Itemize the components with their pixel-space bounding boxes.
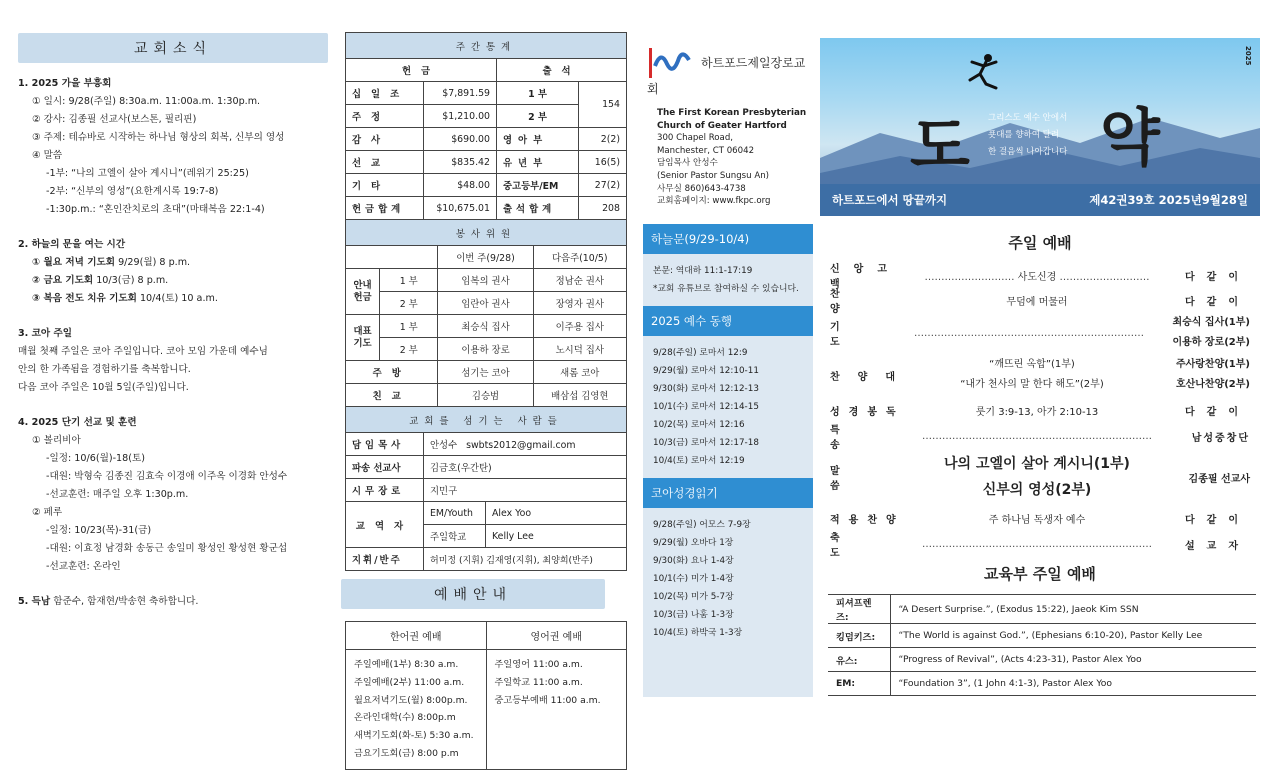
bulletin-banner <box>820 38 1260 216</box>
church-name: 하트포드제일장로교회 <box>647 55 806 96</box>
news-item-1-date: ① 일시: 9/28(주일) 8:30a.m. 11:00a.m. 1:30p.m. <box>32 96 261 107</box>
reading-item: 10/1(수) 로마서 12:14-15 <box>653 401 759 412</box>
reading-item: 9/29(월) 로마서 12:10-11 <box>653 365 759 376</box>
worship-item: 주 하나님 독생자 예수 <box>988 514 1086 526</box>
fellowship-label: 친교 <box>346 384 438 407</box>
stat-value: $48.00 <box>424 174 497 197</box>
news-item-5-text: 함준수, 함재현/박송현 축하합니다. <box>50 596 199 607</box>
worship-time: 주일영어 11:00 a.m. <box>494 659 583 670</box>
edu-dept: EM: <box>828 672 890 696</box>
reading-item: 10/2(목) 로마서 12:16 <box>653 419 745 430</box>
worship-item: 룻기 3:9-13, 아가 2:10-13 <box>975 406 1099 418</box>
senior-pastor-en: (Senior Pastor Sungsu An) <box>657 170 770 181</box>
worship-row <box>830 397 1250 423</box>
title-do: 도 <box>910 109 970 182</box>
reading-item: 9/28(주일) 어모스 7-9장 <box>653 519 751 530</box>
koa-reading-header: 코아성경읽기 <box>643 478 813 508</box>
reading-item: 10/2(목) 미가 5-7장 <box>653 591 734 602</box>
reading-item: 10/4(토) 로마서 12:19 <box>653 455 745 466</box>
jumping-man-icon <box>962 52 1002 96</box>
choir-names: 허미정 (지휘) 김재영(지휘), 최양희(반주) <box>424 548 627 571</box>
mission-bolivia-date: -일정: 10/6(월)-18(토) <box>46 453 145 464</box>
verse-line: 그리스도 예수 안에서 <box>988 113 1068 123</box>
worship-row: 축도 …………………………………………………………… 설교자 <box>830 531 1250 557</box>
next-week-header: 다음주(10/5) <box>533 246 626 269</box>
worship-leader: 설교자 <box>1185 540 1250 552</box>
news-item-1-title: 1. 2025 가을 부흥회 <box>18 78 112 89</box>
heaven-gate-text: 본문: 역대하 11:1-17:19 <box>653 265 753 276</box>
stats-column <box>345 0 627 777</box>
worship-leader: 최승식 집사(1부) <box>1172 317 1250 328</box>
edu-worship-table <box>828 594 1256 696</box>
church-address <box>643 97 813 208</box>
church-name-en-1: The First Korean Presbyterian <box>657 108 807 118</box>
worship-time: 주일학교 11:00 a.m. <box>494 676 583 688</box>
news-item-1 <box>18 75 328 219</box>
banner-verse <box>988 110 1067 161</box>
heaven-gate-header: 하늘문(9/29-10/4) <box>643 224 813 254</box>
jesus-walk-list <box>643 336 813 478</box>
news-item-3 <box>18 325 328 397</box>
worship-leader: 이용하 장로(2부) <box>1172 337 1250 348</box>
news-item-1-part1: -1부: “나의 고엘이 살아 계시니”(레위기 25:25) <box>46 168 249 179</box>
stat-label: 기타 <box>346 174 424 197</box>
verse-line: 푯대를 향하여 달려 <box>988 130 1060 140</box>
worship-label: 신앙고백 <box>830 264 901 290</box>
att-label: 출석합계 <box>497 197 579 220</box>
server-name: 이용하 장로 <box>438 338 533 361</box>
missionary-label: 파송 선교사 <box>346 456 424 479</box>
edu-lesson: “Foundation 3”, (1 John 4:1-3), Pastor Alex Yoo <box>890 672 1256 696</box>
worship-column <box>820 0 1260 777</box>
edu-lesson: “The World is against God.”, (Ephesians 6:10-20), Pastor Kelly Lee <box>890 624 1256 648</box>
server-name: 임란아 권사 <box>438 292 533 315</box>
preacher: 김종필 선교사 <box>1188 473 1250 485</box>
staff-title: 교회를 섬기는 사람들 <box>346 407 627 433</box>
news-item-1-theme: ③ 주제: 테슈바로 시작하는 하나님 형상의 회복, 신부의 영성 <box>32 132 285 143</box>
news-item-1-word: ④ 말씀 <box>32 150 63 161</box>
heaven-gate-note: *교회 유튜브로 참여하실 수 있습니다. <box>653 283 799 294</box>
news-item-4-title: 4. 2025 단기 선교 및 훈련 <box>18 417 137 428</box>
sermon-title-2: 신부의 영성(2부) <box>982 482 1092 498</box>
news-item-2-title: 2. 하늘의 문을 여는 시간 <box>18 239 126 250</box>
news-item-5 <box>18 593 328 611</box>
sermon-title-1: 나의 고엘이 살아 계시니(1부) <box>944 456 1130 472</box>
church-name-en-2: Church of Geater Hartford <box>657 120 787 131</box>
att-value: 27(2) <box>579 174 627 197</box>
stat-value: $7,891.59 <box>424 82 497 105</box>
mission-bolivia-team: -대원: 박형숙 김종진 김효숙 이경애 이주옥 이경화 안성수 <box>46 471 288 482</box>
worship-item: “내가 천사의 말 한다 해도”(2부) <box>960 379 1104 390</box>
news-item-3-title: 3. 코아 주일 <box>18 328 73 339</box>
church-motto: 하트포드에서 땅끝까지 <box>832 193 948 207</box>
jesus-walk-header: 2025 예수 동행 <box>643 306 813 336</box>
reading-item: 10/4(토) 하박국 1-3장 <box>653 627 743 638</box>
koa-reading-list <box>643 508 813 697</box>
address-street: 300 Chapel Road, <box>657 133 734 144</box>
worship-label: 찬양 <box>830 289 880 315</box>
mission-bolivia-training: -선교훈련: 매주일 오후 1:30p.m. <box>46 489 189 500</box>
worship-row <box>830 287 1250 313</box>
server-name: 섬기는 코아 <box>438 361 533 384</box>
reading-item: 10/1(수) 미가 1-4장 <box>653 573 734 584</box>
mission-peru-training: -선교훈련: 온라인 <box>46 561 121 572</box>
prayer-healing-time: 10/4(토) 10 a.m. <box>136 293 218 304</box>
kitchen-label: 주방 <box>346 361 438 384</box>
mission-peru: ② 페루 <box>32 507 63 518</box>
news-item-1-speaker: ② 강사: 김종필 선교사(보스톤, 필리핀) <box>32 114 197 125</box>
att-value: 208 <box>579 197 627 220</box>
edu-worship-title: 교육부 주일 예배 <box>984 565 1096 583</box>
guide-title: 예배안내 <box>341 579 605 609</box>
servers-table <box>345 245 627 433</box>
news-item-4 <box>18 414 328 576</box>
worship-time: 월요저녁기도(월) 8:00p.m. <box>354 694 468 706</box>
worship-leader: 호산나찬양(2부) <box>1175 379 1250 390</box>
missionary-name: 김금호(우간탄) <box>424 456 627 479</box>
edu-dept: 킹덤키즈: <box>828 624 890 648</box>
worship-guide-box <box>345 621 627 770</box>
worship-row: 기도 …………………………………………………………… 최승식 집사(1부) 이용하 장로(2부) <box>830 313 1250 353</box>
worship-time: 주일예배(1부) 8:30 a.m. <box>354 659 459 670</box>
issue-info: 제42권39호 2025년9월28일 <box>1089 193 1248 207</box>
elder-label: 시무장로 <box>346 479 424 502</box>
order-of-worship <box>820 263 1260 557</box>
choir-label: 지휘/반주 <box>346 548 424 571</box>
reading-item: 9/29(월) 오바다 1장 <box>653 537 734 548</box>
elder-name: 지민구 <box>424 479 627 502</box>
part-label: 2 부 <box>380 338 438 361</box>
year-mark: 2025 <box>1244 46 1252 66</box>
mission-peru-team: -대원: 이효정 남경화 송동근 송일미 황성인 황성현 황군섭 <box>46 543 288 554</box>
att-label: 1 부 <box>497 82 579 105</box>
worship-time: 주일예배(2부) 11:00 a.m. <box>354 676 465 688</box>
offering-usher-label: 안내 헌금 <box>346 269 380 315</box>
att-label: 유년부 <box>497 151 579 174</box>
senior-pastor: 담임목사 안성수 <box>657 158 718 169</box>
staff-table <box>345 432 627 571</box>
worship-time: 금요기도회(금) 8:00 p.m <box>354 747 459 759</box>
english-worship-header: 영어권 예배 <box>487 622 627 650</box>
prayer-friday-time: 10/3(금) 8 p.m. <box>93 275 169 286</box>
school-label: 주일학교 <box>424 525 486 548</box>
stat-value: $1,210.00 <box>424 105 497 128</box>
prayer-friday: ② 금요 기도회 <box>32 275 94 286</box>
att-value: 2(2) <box>579 128 627 151</box>
info-column <box>643 0 813 777</box>
stat-label: 선교 <box>346 151 424 174</box>
worship-label: 찬양대 <box>830 371 913 383</box>
stat-label: 감사 <box>346 128 424 151</box>
server-name: 장영자 권사 <box>533 292 626 315</box>
worship-item: “깨뜨린 옥합”(1부) <box>989 359 1075 370</box>
part-label: 1 부 <box>380 315 438 338</box>
worship-leader: 다같이 <box>1185 514 1250 526</box>
prayer-healing: ③ 복음 전도 치유 기도회 <box>32 293 137 304</box>
stats-title: 주간통계 <box>346 33 627 59</box>
server-name: 김승범 <box>438 384 533 407</box>
worship-row <box>830 505 1250 531</box>
stat-value: $835.42 <box>424 151 497 174</box>
news-item-2 <box>18 236 328 308</box>
edu-dept: 유스: <box>828 648 890 672</box>
prayer-monday-time: 9/29(월) 8 p.m. <box>115 257 191 268</box>
mission-peru-date: -일정: 10/23(목)-31(금) <box>46 525 152 536</box>
banner-footer <box>820 184 1260 216</box>
address-city: Manchester, CT 06042 <box>657 145 755 156</box>
worship-label: 말씀 <box>830 466 880 492</box>
sunday-worship-title: 주일 예배 <box>1008 234 1072 252</box>
server-name: 새롬 코아 <box>533 361 626 384</box>
att-label: 2 부 <box>497 105 579 128</box>
edu-lesson: “A Desert Surprise.”, (Exodus 15:22), Jaeok Kim SSN <box>890 595 1256 624</box>
worship-label: 성경봉독 <box>830 406 905 418</box>
church-website: 교회홈페이지: www.fkpc.org <box>657 196 771 207</box>
server-name: 노시덕 집사 <box>533 338 626 361</box>
worship-leader: 주사랑찬양(1부) <box>1175 359 1250 370</box>
worship-label: 축도 <box>830 533 880 559</box>
pastor-name: 안성수 <box>430 440 458 451</box>
stat-label: 주정 <box>346 105 424 128</box>
worship-leader: 다같이 <box>1185 271 1250 283</box>
worship-row <box>830 449 1250 505</box>
worship-time: 새벽기도회(화-토) 5:30 a.m. <box>354 730 474 742</box>
servers-title: 봉사위원 <box>346 220 627 246</box>
weekly-stats-table <box>345 32 627 246</box>
edu-lesson: “Progress of Revival”, (Acts 4:23-31), Pastor Alex Yoo <box>890 648 1256 672</box>
mission-bolivia: ① 볼리비아 <box>32 435 81 446</box>
stat-value: $690.00 <box>424 128 497 151</box>
news-column <box>18 0 328 777</box>
part-label: 1 부 <box>380 269 438 292</box>
this-week-header: 이번 주(9/28) <box>438 246 533 269</box>
worship-label: 기도 <box>830 322 880 348</box>
server-name: 최승식 집사 <box>438 315 533 338</box>
worship-item: 사도신경 <box>1017 271 1057 283</box>
news-item-1-part3: -1:30p.m.: “혼인잔치로의 초대”(마태복음 22:1-4) <box>46 204 265 215</box>
worship-time: 온라인대학(수) 8:00p.m <box>354 712 456 724</box>
reading-item: 9/30(화) 요나 1-4장 <box>653 555 734 566</box>
reading-item: 9/30(화) 로마서 12:12-13 <box>653 383 759 394</box>
news-item-3-line1: 매월 첫째 주일은 코아 주일입니다. 코아 모임 가운데 예수님 <box>18 346 268 357</box>
server-name: 이주용 집사 <box>533 315 626 338</box>
korean-worship-header: 한어권 예배 <box>346 622 486 650</box>
stat-value: $10,675.01 <box>424 197 497 220</box>
news-title: 교회소식 <box>18 33 328 63</box>
reading-item: 10/3(금) 나훔 1-3장 <box>653 609 734 620</box>
worship-item: 무덤에 머물러 <box>1006 296 1068 308</box>
server-name: 정남순 권사 <box>533 269 626 292</box>
news-item-3-line2: 안의 한 가족됨을 경험하기를 축복합니다. <box>18 364 191 375</box>
worship-leader: 다같이 <box>1185 296 1250 308</box>
worship-row <box>830 353 1250 397</box>
english-worship <box>486 622 627 769</box>
worship-row: 특송 …………………………………………………………… 남성중창단 <box>830 423 1250 449</box>
worship-leader: 남성중창단 <box>1191 432 1250 444</box>
worship-row: 신앙고백 ……………………… 사도신경 ……………………… 다같이 <box>830 263 1250 287</box>
pastor-label: 담임목사 <box>346 433 424 456</box>
news-item-3-line3: 다음 코아 주일은 10월 5일(주일)입니다. <box>18 382 189 393</box>
server-name: 임복의 권사 <box>438 269 533 292</box>
att-label: 영아부 <box>497 128 579 151</box>
att-value: 16(5) <box>579 151 627 174</box>
attendance-header: 출석 <box>497 59 627 82</box>
worship-label: 적용찬양 <box>830 514 905 526</box>
school-name: Kelly Lee <box>486 525 627 548</box>
office-phone: 사무실 860)643-4738 <box>657 183 746 194</box>
em-name: Alex Yoo <box>486 502 627 525</box>
church-logo-icon <box>647 44 691 80</box>
title-yak: 약 <box>1100 101 1160 174</box>
reading-item: 10/3(금) 로마서 12:17-18 <box>653 437 759 448</box>
att-label: 중고등부/EM <box>497 174 579 197</box>
stat-label: 십일조 <box>346 82 424 105</box>
heaven-gate-body <box>643 254 813 306</box>
korean-worship <box>346 622 486 769</box>
worship-leader: 다같이 <box>1185 406 1250 418</box>
stat-label: 헌금합계 <box>346 197 424 220</box>
part-label: 2 부 <box>380 292 438 315</box>
worship-time: 중고등부예배 11:00 a.m. <box>494 694 601 706</box>
server-name: 배삼섭 김영현 <box>533 384 626 407</box>
rep-prayer-label: 대표 기도 <box>346 315 380 361</box>
edu-dept: 피셔프렌즈: <box>828 595 890 624</box>
pastor-email: swbts2012@gmail.com <box>466 440 576 451</box>
em-label: EM/Youth <box>424 502 486 525</box>
news-item-1-part2: -2부: “신부의 영성”(요한계시록 19:7-8) <box>46 186 219 197</box>
prayer-monday: ① 월요 저녁 기도회 <box>32 257 116 268</box>
offering-header: 헌금 <box>346 59 497 82</box>
church-logo-row <box>643 36 813 97</box>
verse-line: 한 걸음씩 나아갑니다 <box>988 147 1068 157</box>
ministers-label: 교역자 <box>346 502 424 548</box>
worship-label: 특송 <box>830 425 880 451</box>
reading-item: 9/28(주일) 로마서 12:9 <box>653 347 748 358</box>
news-item-5-title: 5. 득남 <box>18 596 51 607</box>
worship-total: 154 <box>579 82 627 128</box>
